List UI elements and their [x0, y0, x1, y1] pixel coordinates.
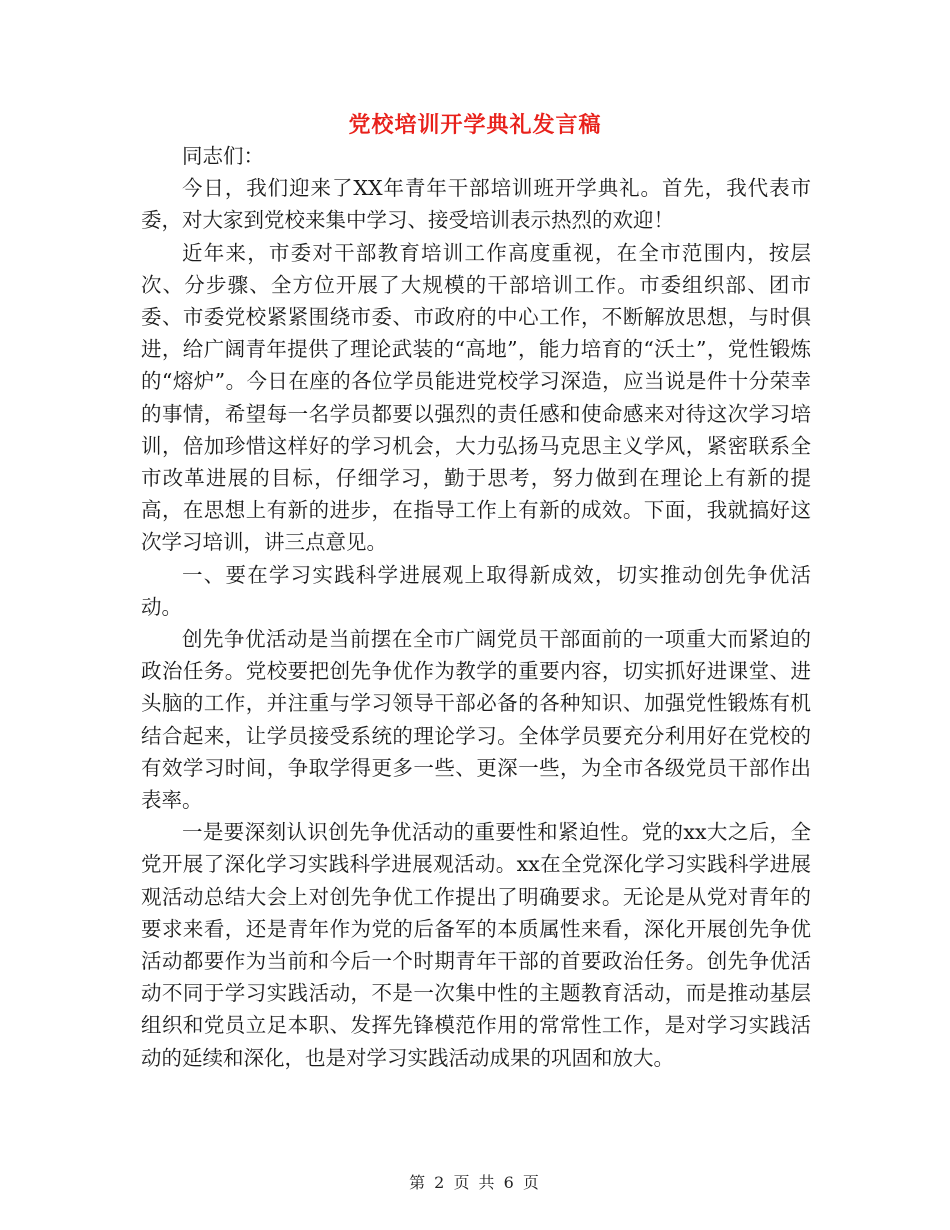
document-body — [141, 140, 811, 1074]
salutation-paragraph: 同志们： — [182, 144, 264, 168]
section-heading-one: 一、要在学习实践科学进展观上取得新成效，切实推动创先争优活动。 — [141, 562, 811, 619]
welcome-paragraph: 今日，我们迎来了XX年青年干部培训班开学典礼。首先，我代表市委，对大家到党校来集中学习、接受培训表示热烈的欢迎！ — [141, 176, 811, 233]
page-number-footer: 第 2 页 共 6 页 — [409, 1173, 541, 1192]
point-one-paragraph: 一是要深刻认识创先争优活动的重要性和紧迫性。党的xx大之后，全党开展了深化学习实践科学进展观活动。xx在全党深化学习实践科学进展观活动总结大会上对创先争优工作提出了明确要求。无论是从党对青年的要求来看，还是青年作为党的后备军的本质属性来看，深化开展创先争优活动都要作为当前和今后一个时期青年干部的首要政治任务。创先争优活动不同于学习实践活动，不是一次集中性的主题教育活动，而是推动基层组织和党员立足本职、发挥先锋模范作用的常常性工作，是对学习实践活动的延续和深化，也是对学习实践活动成果的巩固和放大。 — [141, 820, 811, 1070]
background-paragraph: 近年来，市委对干部教育培训工作高度重视，在全市范围内，按层次、分步骤、全方位开展了大规模的干部培训工作。市委组织部、团市委、市委党校紧紧围绕市委、市政府的中心工作，不断解放思想，与时俱进，给广阔青年提供了理论武装的“高地”，能力培育的“沃土”，党性锻炼的“熔炉”。今日在座的各位学员能进党校学习深造，应当说是件十分荣幸的事情，希望每一名学员都要以强烈的责任感和使命感来对待这次学习培训，倍加珍惜这样好的学习机会，大力弘扬马克思主义学风，紧密联系全市改革进展的目标，仔细学习，勤于思考，努力做到在理论上有新的提高，在思想上有新的进步，在指导工作上有新的成效。下面，我就搞好这次学习培训，讲三点意见。 — [141, 240, 811, 555]
activity-paragraph: 创先争优活动是当前摆在全市广阔党员干部面前的一项重大而紧迫的政治任务。党校要把创先争优作为教学的重要内容，切实抓好进课堂、进头脑的工作，并注重与学习领导干部必备的各种知识、加强党性锻炼有机结合起来，让学员接受系统的理论学习。全体学员要充分利用好在党校的有效学习时间，争取学得更多一些、更深一些，为全市各级党员干部作出表率。 — [141, 627, 811, 813]
document-title: 党校培训开学典礼发言稿 — [348, 112, 602, 138]
